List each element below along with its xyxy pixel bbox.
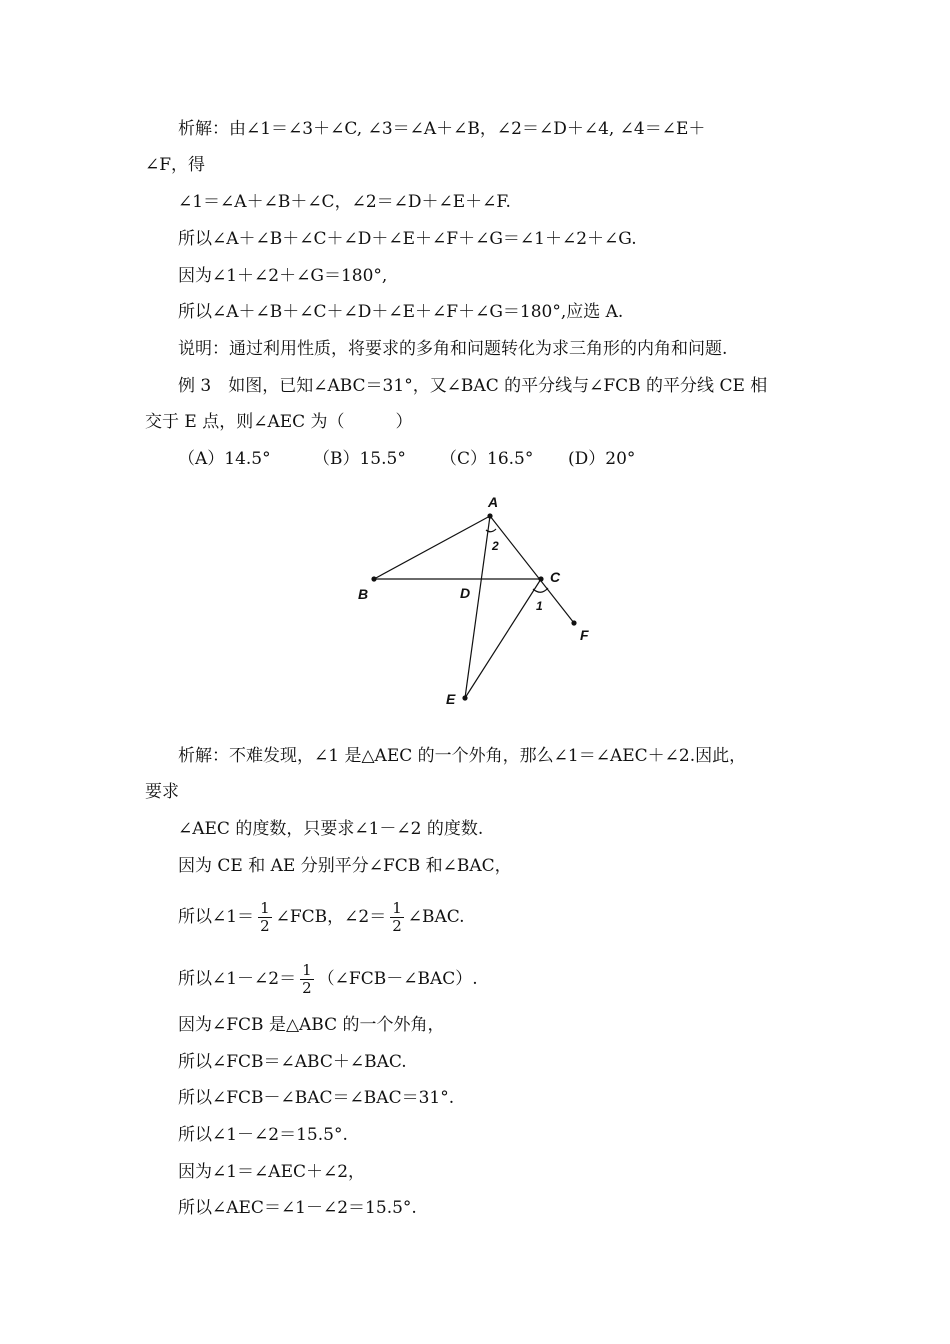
line6-part-b: （∠FCB－∠BAC）. <box>317 969 478 989</box>
analysis2-line11: 因为∠1＝∠AEC＋∠2， <box>178 1162 366 1182</box>
analysis1-line5: 因为∠1＋∠2＋∠G＝180°, <box>178 266 388 286</box>
analysis2-line12: 所以∠AEC＝∠1－∠2＝15.5°. <box>178 1198 417 1218</box>
line5-part-a: 所以∠1＝ <box>178 907 255 927</box>
analysis2-line1: 析解：不难发现，∠1 是△AEC 的一个外角，那么∠1＝∠AEC＋∠2.因此， <box>178 746 747 766</box>
option-b: （B）15.5° <box>313 449 406 469</box>
analysis2-line8: 所以∠FCB＝∠ABC＋∠BAC. <box>178 1052 407 1072</box>
line5-part-c: ∠BAC. <box>407 907 465 927</box>
label-d: D <box>460 585 471 601</box>
analysis2-line9: 所以∠FCB－∠BAC＝∠BAC＝31°. <box>178 1088 455 1108</box>
analysis1-line6: 所以∠A＋∠B＋∠C＋∠D＋∠E＋∠F＋∠G＝180°,应选 A. <box>178 302 624 322</box>
label-c: C <box>550 569 561 585</box>
option-d: (D）20° <box>568 449 636 469</box>
segment-ce <box>465 579 541 698</box>
analysis1-line2: ∠F，得 <box>145 155 206 175</box>
label-b: B <box>358 586 369 602</box>
fraction-half: $\frac{1}{2}$ <box>302 961 312 997</box>
analysis2-line4: 因为 CE 和 AE 分别平分∠FCB 和∠BAC， <box>178 856 512 876</box>
line5-part-b: ∠FCB，∠2＝ <box>275 907 387 927</box>
analysis1-line1: 析解：由∠1＝∠3＋∠C, ∠3＝∠A＋∠B，∠2＝∠D＋∠4, ∠4＝∠E＋ <box>178 119 706 139</box>
fraction-half: $\frac{1}{2}$ <box>260 899 270 935</box>
analysis2-line2: 要求 <box>145 782 179 802</box>
geometry-figure <box>340 480 620 720</box>
label-e: E <box>446 691 456 707</box>
fraction-half: $\frac{1}{2}$ <box>392 899 402 935</box>
label-a: A <box>488 494 499 510</box>
angle2-arc <box>486 529 496 532</box>
segment-af <box>490 516 574 623</box>
example3-line1: 例 3 如图，已知∠ABC＝31°，又∠BAC 的平分线与∠FCB 的平分线 CE 相 <box>178 376 768 396</box>
label-angle2: 2 <box>492 539 499 553</box>
analysis2-line10: 所以∠1－∠2＝15.5°. <box>178 1125 348 1145</box>
analysis1-line3: ∠1＝∠A＋∠B＋∠C，∠2＝∠D＋∠E＋∠F. <box>178 192 511 212</box>
analysis1-line7: 说明：通过利用性质，将要求的多角和问题转化为求三角形的内角和问题. <box>178 339 728 359</box>
segment-ae <box>465 516 490 698</box>
point-e <box>462 695 467 700</box>
option-a: （A）14.5° <box>178 449 271 469</box>
point-f <box>571 620 576 625</box>
analysis2-line3: ∠AEC 的度数，只要求∠1－∠2 的度数. <box>178 819 484 839</box>
option-c: （C）16.5° <box>440 449 534 469</box>
analysis2-line5 <box>178 900 465 935</box>
analysis2-line7: 因为∠FCB 是△ABC 的一个外角， <box>178 1015 445 1035</box>
point-c <box>538 576 543 581</box>
point-a <box>487 513 492 518</box>
label-f: F <box>580 627 589 643</box>
example3-line2: 交于 E 点，则∠AEC 为（ ） <box>145 412 413 432</box>
label-angle1: 1 <box>536 599 543 613</box>
line6-part-a: 所以∠1－∠2＝ <box>178 969 297 989</box>
analysis2-line6 <box>178 962 478 997</box>
analysis1-line4: 所以∠A＋∠B＋∠C＋∠D＋∠E＋∠F＋∠G＝∠1＋∠2＋∠G. <box>178 229 637 249</box>
segment-ab <box>374 516 490 579</box>
point-b <box>371 576 376 581</box>
